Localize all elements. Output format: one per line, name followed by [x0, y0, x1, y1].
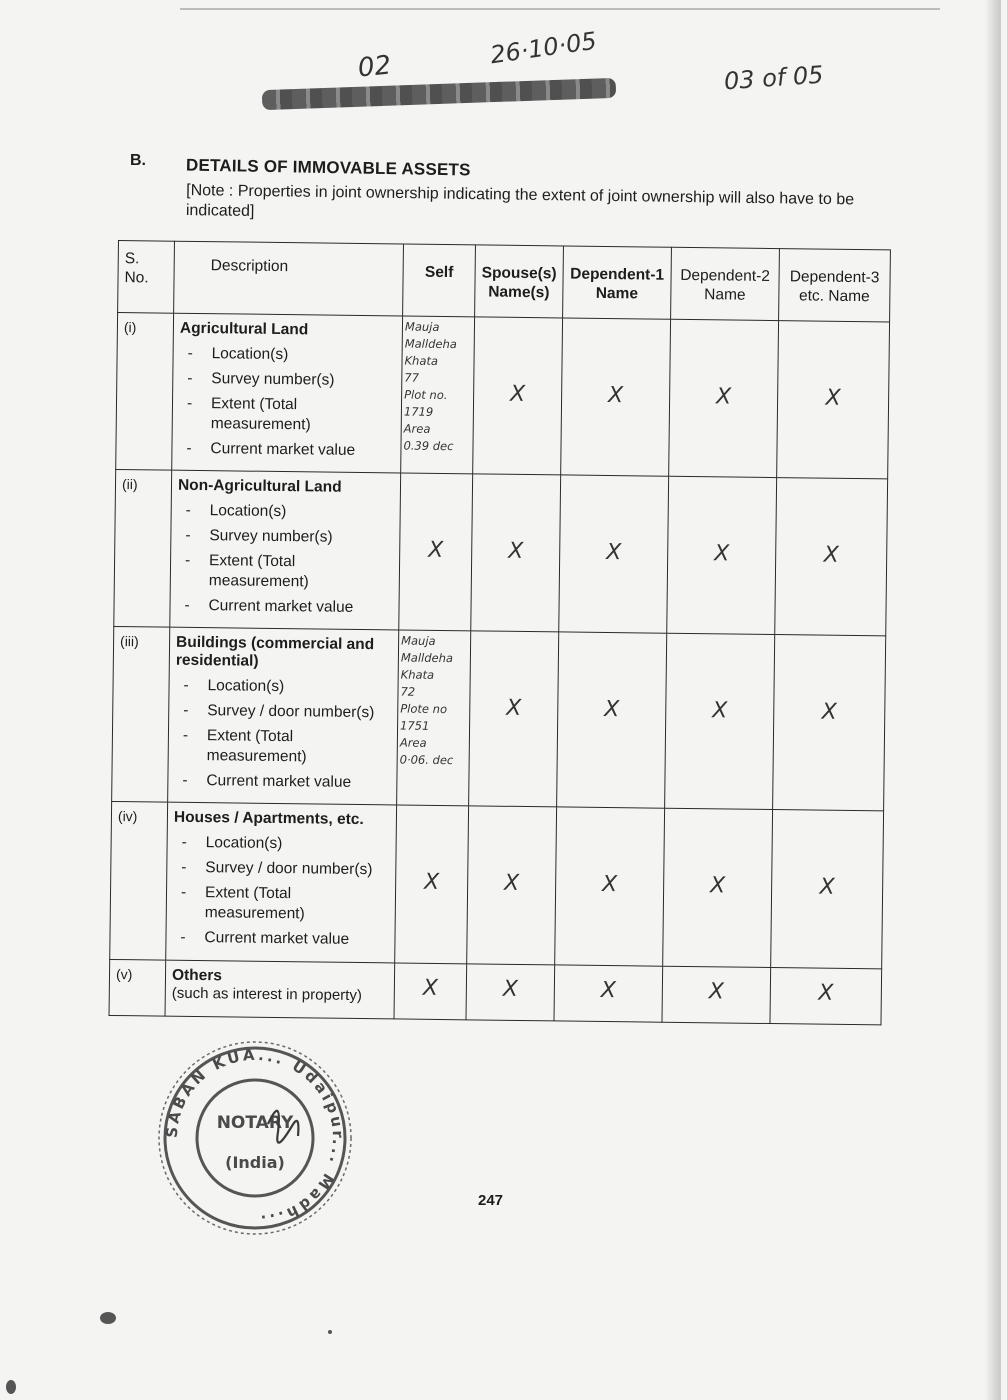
table-row [112, 626, 886, 810]
cross-mark: X [422, 975, 439, 1001]
row-sno: (ii) [114, 469, 172, 627]
sub-item: - Extent (Total measurement) [181, 726, 391, 769]
sub-item: - Current market value [182, 596, 392, 619]
row-description [165, 960, 395, 1019]
header-description: Description [174, 241, 404, 316]
cross-mark: X [606, 539, 622, 566]
cross-mark: X [818, 980, 834, 1006]
row-description [166, 802, 397, 963]
sub-item: - Location(s) [181, 676, 391, 699]
section-note: [Note : Properties in joint ownership indicating the extent of joint ownership will also have to be indicated] [185, 182, 855, 220]
hw-line: 0.39 dec [403, 438, 454, 454]
row-description [168, 627, 399, 805]
row-sno: (iv) [110, 801, 168, 960]
sub-item: - Location(s) [185, 344, 395, 367]
table-row [110, 801, 884, 968]
spouse-cell [473, 317, 563, 475]
hw-line: Mauja [404, 319, 440, 334]
self-cell [394, 963, 467, 1020]
hw-line: Plot no. [404, 387, 448, 403]
cross-mark: X [709, 873, 726, 899]
handwritten-date: 26·10·05 [488, 26, 599, 70]
dep2-cell [662, 966, 771, 1023]
scan-speck [328, 1330, 332, 1334]
row-subtitle: (such as interest in property) [171, 984, 362, 1005]
cross-mark: X [506, 695, 522, 721]
handwritten-page-index: 02 [356, 50, 393, 84]
self-cell [395, 805, 469, 964]
hw-line: 1751 [400, 718, 430, 733]
dep2-cell [667, 476, 777, 634]
row-title: Agricultural Land [179, 319, 309, 339]
table-row [114, 469, 888, 635]
handwritten-page-count: 03 of 05 [723, 60, 825, 96]
hw-line: 0·06. dec [399, 752, 454, 768]
row-sno: (v) [109, 959, 166, 1016]
header-sno: S. No. [118, 241, 175, 314]
sub-item: - Extent (Total measurement) [179, 883, 389, 926]
header-dependent-1: Dependent-1 Name [563, 246, 672, 319]
spouse-cell [469, 631, 559, 807]
section-title: DETAILS OF IMMOVABLE ASSETS [185, 155, 471, 180]
scan-speck [6, 1380, 16, 1394]
row-sno: (i) [116, 313, 174, 471]
table-row [116, 313, 890, 479]
hw-line: 77 [404, 370, 420, 385]
dep2-cell [665, 633, 775, 809]
sub-item: - Survey / door number(s) [181, 701, 391, 724]
header-dependent-2: Dependent-2 Name [671, 247, 780, 320]
redacted-stamp [262, 78, 616, 110]
cross-mark: X [604, 696, 620, 723]
dep1-cell [561, 318, 671, 476]
seal-center-top: NOTARY [216, 1113, 294, 1133]
header-spouse: Spouse(s) Name(s) [475, 245, 564, 318]
dep3-cell [777, 321, 890, 479]
spouse-cell [471, 474, 561, 632]
dep1-cell [555, 807, 665, 966]
cross-mark: X [823, 542, 839, 568]
sub-item: - Extent (Total measurement) [185, 394, 395, 437]
row-title: Others [171, 966, 223, 985]
table-header-row [118, 241, 891, 322]
self-handwritten-details [401, 316, 475, 474]
page-top-edge [180, 8, 940, 10]
hw-line: Area [399, 735, 427, 750]
dep3-cell [775, 478, 888, 636]
cross-mark: X [714, 541, 730, 567]
dep3-cell [770, 968, 882, 1025]
cross-mark: X [821, 699, 837, 725]
seal-ring-text: SABAN KUA... Udaipur... Madh... [162, 1045, 348, 1231]
cross-mark: X [502, 976, 519, 1002]
immovable-assets-table [109, 240, 890, 1014]
sub-item: - Survey / door number(s) [179, 858, 389, 881]
notary-seal-graphic [150, 1040, 360, 1236]
cross-mark: X [600, 977, 617, 1004]
hw-line: 1719 [403, 404, 434, 419]
dep2-cell [663, 808, 773, 967]
cross-mark: X [708, 979, 725, 1005]
cross-mark: X [428, 537, 444, 563]
dep2-cell [669, 319, 779, 477]
dep1-cell [554, 965, 663, 1022]
spouse-cell [467, 806, 557, 965]
row-description [170, 470, 401, 630]
row-title: Houses / Apartments, etc. [173, 808, 364, 829]
hw-line: Plote no [400, 701, 448, 717]
sub-item: - Current market value [180, 771, 390, 794]
hw-line: Malldeha [400, 650, 454, 666]
cross-mark: X [601, 871, 618, 898]
sub-item: - Survey number(s) [183, 526, 393, 549]
sub-item: - Survey number(s) [185, 369, 395, 392]
row-title: Non-Agricultural Land [177, 476, 342, 496]
cross-mark: X [503, 870, 520, 896]
dep3-cell [773, 635, 886, 811]
header-self: Self [403, 244, 476, 317]
header-dependent-3: Dependent-3 etc. Name [779, 249, 891, 322]
hw-line: 72 [400, 684, 416, 699]
scan-speck [100, 1312, 116, 1324]
cross-mark: X [423, 869, 440, 895]
hw-line: Mauja [401, 633, 436, 648]
hw-line: Area [403, 421, 431, 436]
sub-item: - Extent (Total measurement) [183, 551, 393, 594]
section-letter: B. [130, 152, 146, 169]
spouse-cell [466, 964, 555, 1021]
cross-mark: X [819, 874, 835, 900]
row-title: Buildings (commercial and residential) [175, 633, 375, 670]
cross-mark: X [712, 698, 728, 724]
row-description [172, 313, 403, 473]
notary-seal [150, 1040, 360, 1236]
sub-item: - Current market value [178, 928, 388, 951]
seal-center-bottom: (India) [225, 1153, 285, 1172]
self-cell [399, 473, 473, 631]
cross-mark: X [508, 538, 524, 564]
hw-line: Khata [404, 353, 439, 368]
page-number: 247 [478, 1192, 504, 1209]
sub-item: - Location(s) [180, 833, 390, 856]
cross-mark: X [509, 381, 526, 407]
sub-item: - Location(s) [184, 501, 394, 524]
row-sno: (iii) [112, 626, 170, 802]
dep1-cell [559, 475, 669, 633]
cross-mark: X [715, 384, 732, 410]
sub-item: - Current market value [184, 439, 394, 462]
self-handwritten-details [397, 630, 471, 806]
table-row [109, 959, 882, 1024]
cross-mark: X [825, 385, 841, 411]
hw-line: Malldeha [404, 336, 457, 352]
dep3-cell [771, 810, 884, 969]
dep1-cell [557, 632, 667, 808]
page-right-shadow [985, 0, 1001, 1400]
hw-line: Khata [400, 667, 435, 682]
cross-mark: X [607, 382, 624, 409]
